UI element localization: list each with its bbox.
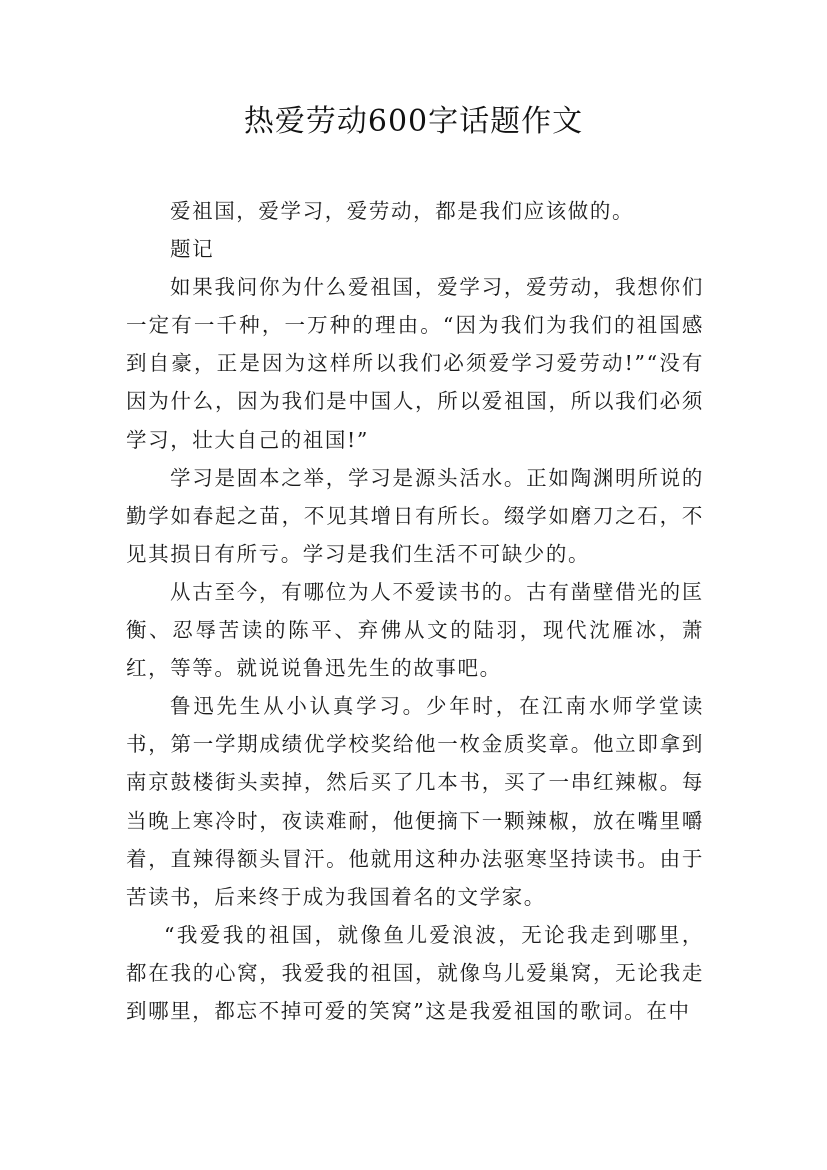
paragraph-1: 爱祖国，爱学习，爱劳动，都是我们应该做的。 <box>170 199 635 223</box>
paragraph-2: 题记 <box>170 237 215 262</box>
paragraph-5: 从古至今，有哪位为人不爱读书的。古有凿壁借光的匡衡、忍辱苦读的陈平、弃佛从文的陆羽，现代沈雁冰，萧红，等等。就说说鲁迅先生的故事吧。 <box>126 579 704 681</box>
paragraph-6: 鲁迅先生从小认真学习。少年时，在江南水师学堂读书，第一学期成绩优学校奖给他一枚金质奖章。他立即拿到南京鼓楼街头卖掉，然后买了几本书，买了一串红辣椒。每当晚上寒冷时，夜读难耐，他便摘下一颗辣椒，放在嘴里嚼着，直辣得额头冒汗。他就用这种办法驱寒坚持读书。由于苦读书，后来终于成为我国着名的文学家。 <box>126 694 704 909</box>
paragraph-3: 如果我问你为什么爱祖国，爱学习，爱劳动，我想你们一定有一千种，一万种的理由。“因为我们为我们的祖国感到自豪，正是因为这样所以我们必须爱学习爱劳动!”“没有因为什么，因为我们是中国人，所以爱祖国，所以我们必须学习，壮大自己的祖国!” <box>126 275 704 452</box>
document-body <box>126 192 704 1030</box>
paragraph-4: 学习是固本之举，学习是源头活水。正如陶渊明所说的勤学如春起之苗，不见其增日有所长。缀学如磨刀之石，不见其损日有所亏。学习是我们生活不可缺少的。 <box>126 465 704 566</box>
paragraph-7: “我爱我的祖国，就像鱼儿爱浪波，无论我走到哪里，都在我的心窝，我爱我的祖国，就像鸟儿爱巢窝，无论我走到哪里，都忘不掉可爱的笑窝”这是我爱祖国的歌词。在中 <box>126 922 704 1023</box>
document-title: 热爱劳动600字话题作文 <box>243 104 584 139</box>
